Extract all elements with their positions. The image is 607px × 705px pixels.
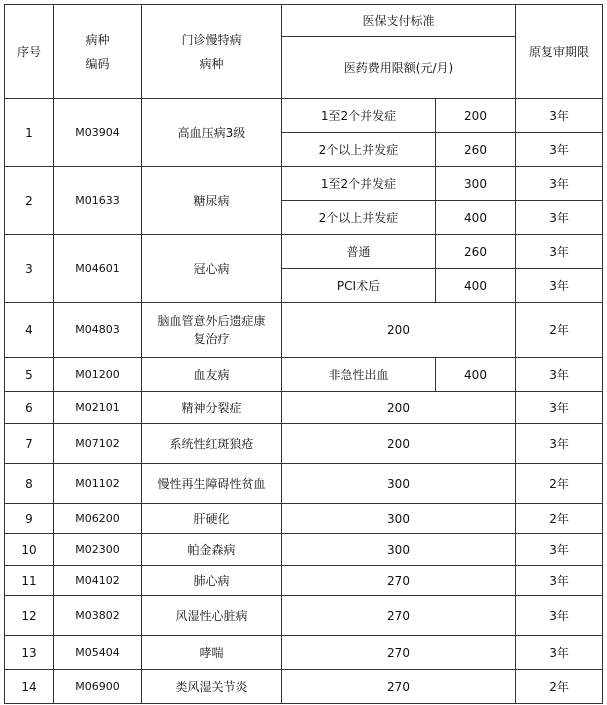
row-amount: 260 (436, 235, 516, 269)
row-no: 6 (5, 392, 54, 424)
row-review: 2年 (516, 670, 603, 704)
row-disease: 哮喘 (142, 636, 282, 670)
table-row (5, 358, 603, 392)
row-no: 1 (5, 99, 54, 167)
row-amount: 400 (436, 269, 516, 303)
row-condition: 2个以上并发症 (282, 133, 436, 167)
row-code: M04601 (54, 235, 142, 303)
row-condition: 普通 (282, 235, 436, 269)
row-code: M03904 (54, 99, 142, 167)
row-amount: 270 (282, 596, 516, 636)
row-no: 14 (5, 670, 54, 704)
row-review: 3年 (516, 358, 603, 392)
header-row (5, 5, 603, 37)
row-no: 5 (5, 358, 54, 392)
header-standard: 医保支付标准 (282, 5, 516, 37)
row-amount: 200 (282, 303, 516, 358)
row-review: 3年 (516, 201, 603, 235)
row-code: M06900 (54, 670, 142, 704)
row-code: M01200 (54, 358, 142, 392)
row-no: 7 (5, 424, 54, 464)
row-disease (142, 303, 282, 358)
row-amount: 200 (282, 424, 516, 464)
row-no: 11 (5, 566, 54, 596)
row-disease: 系统性红斑狼疮 (142, 424, 282, 464)
table-row (5, 392, 603, 424)
row-condition: 2个以上并发症 (282, 201, 436, 235)
table-row (5, 566, 603, 596)
row-review: 3年 (516, 167, 603, 201)
row-no: 8 (5, 464, 54, 504)
row-disease: 帕金森病 (142, 534, 282, 566)
row-code: M01633 (54, 167, 142, 235)
row-review: 3年 (516, 392, 603, 424)
row-code: M04102 (54, 566, 142, 596)
header-code (54, 5, 142, 99)
row-disease: 高血压病3级 (142, 99, 282, 167)
row-review: 2年 (516, 303, 603, 358)
row-amount: 400 (436, 201, 516, 235)
row-amount: 260 (436, 133, 516, 167)
table-row (5, 504, 603, 534)
row-amount: 300 (282, 464, 516, 504)
table-row (5, 464, 603, 504)
row-amount: 300 (282, 504, 516, 534)
row-code: M05404 (54, 636, 142, 670)
row-amount: 200 (436, 99, 516, 133)
row-amount: 300 (282, 534, 516, 566)
header-limit: 医药费用限额(元/月) (282, 37, 516, 99)
row-condition: 1至2个并发症 (282, 99, 436, 133)
header-review: 原复审期限 (516, 5, 603, 99)
row-no: 9 (5, 504, 54, 534)
table-row (5, 534, 603, 566)
table-row (5, 235, 603, 269)
row-condition: 1至2个并发症 (282, 167, 436, 201)
row-disease: 肝硬化 (142, 504, 282, 534)
table-row (5, 636, 603, 670)
row-review: 3年 (516, 133, 603, 167)
row-disease: 类风湿关节炎 (142, 670, 282, 704)
row-no: 10 (5, 534, 54, 566)
row-code: M02300 (54, 534, 142, 566)
row-disease: 风湿性心脏病 (142, 596, 282, 636)
row-code: M04803 (54, 303, 142, 358)
row-disease: 血友病 (142, 358, 282, 392)
table-row (5, 596, 603, 636)
row-review: 3年 (516, 235, 603, 269)
row-code: M07102 (54, 424, 142, 464)
row-no: 2 (5, 167, 54, 235)
header-code-line2: 编码 (85, 56, 110, 71)
row-no: 4 (5, 303, 54, 358)
payment-standard-table (4, 4, 603, 704)
header-disease (142, 5, 282, 99)
row-code: M06200 (54, 504, 142, 534)
row-review: 3年 (516, 99, 603, 133)
row-review: 3年 (516, 596, 603, 636)
row-condition: 非急性出血 (282, 358, 436, 392)
row-review: 2年 (516, 504, 603, 534)
row-amount: 270 (282, 566, 516, 596)
row-disease-line1: 脑血管意外后遗症康 (157, 314, 266, 328)
table-row (5, 167, 603, 201)
header-seq: 序号 (5, 5, 54, 99)
header-code-line1: 病种 (85, 32, 110, 47)
row-disease: 肺心病 (142, 566, 282, 596)
row-condition: PCI术后 (282, 269, 436, 303)
header-disease-line2: 病种 (199, 56, 224, 71)
row-review: 3年 (516, 636, 603, 670)
row-disease: 慢性再生障碍性贫血 (142, 464, 282, 504)
table-row (5, 424, 603, 464)
row-amount: 300 (436, 167, 516, 201)
row-review: 3年 (516, 424, 603, 464)
table-row (5, 670, 603, 704)
row-no: 13 (5, 636, 54, 670)
row-disease-line2: 复治疗 (193, 332, 230, 346)
row-disease: 冠心病 (142, 235, 282, 303)
row-no: 12 (5, 596, 54, 636)
row-amount: 200 (282, 392, 516, 424)
row-review: 3年 (516, 534, 603, 566)
row-amount: 400 (436, 358, 516, 392)
table-row (5, 303, 603, 358)
row-review: 3年 (516, 269, 603, 303)
row-disease: 糖尿病 (142, 167, 282, 235)
row-code: M01102 (54, 464, 142, 504)
table-row (5, 99, 603, 133)
row-no: 3 (5, 235, 54, 303)
row-amount: 270 (282, 636, 516, 670)
row-amount: 270 (282, 670, 516, 704)
header-disease-line1: 门诊慢特病 (181, 32, 242, 47)
row-review: 2年 (516, 464, 603, 504)
row-disease: 精神分裂症 (142, 392, 282, 424)
row-code: M03802 (54, 596, 142, 636)
row-code: M02101 (54, 392, 142, 424)
row-review: 3年 (516, 566, 603, 596)
